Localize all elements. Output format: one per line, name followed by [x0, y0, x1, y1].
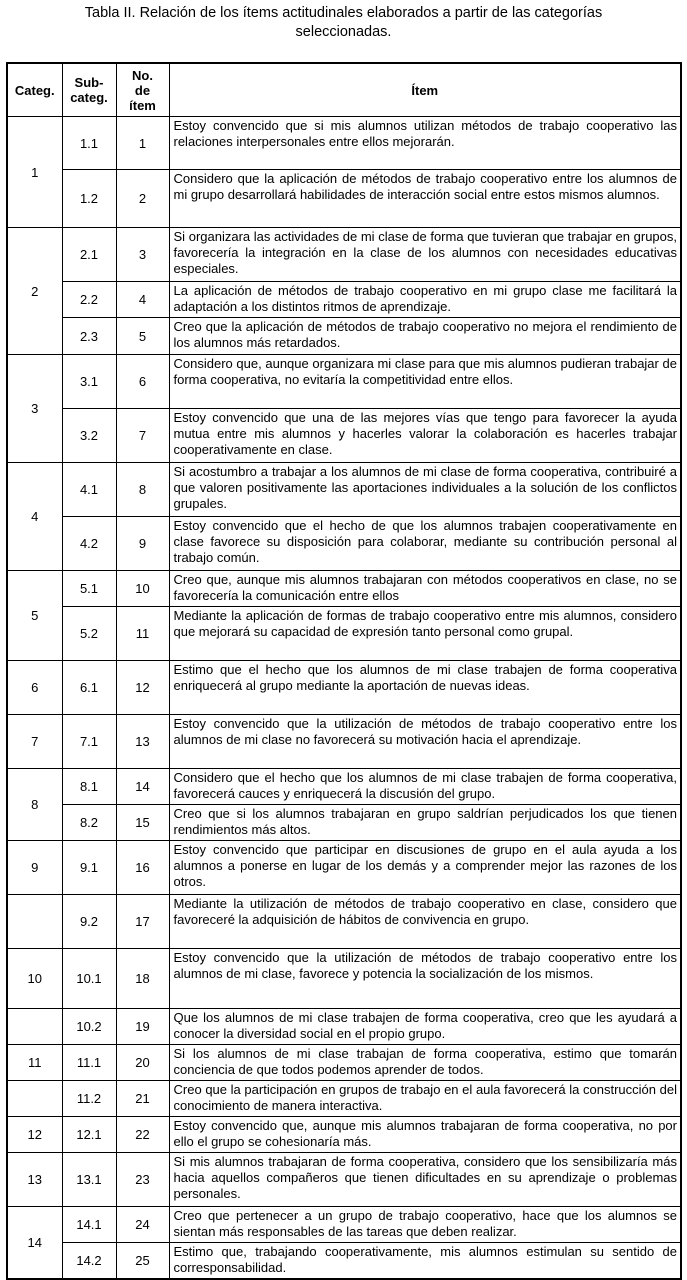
item-text-cell: Estoy convencido que si mis alumnos utilizan métodos de trabajo cooperativo las relaciones interpersonales entre ellos mejorarán. [169, 117, 681, 170]
table-row [7, 895, 681, 949]
table-row [7, 1009, 681, 1045]
item-number-cell: 24 [116, 1207, 169, 1243]
item-number-cell: 7 [116, 409, 169, 463]
header-item: Ítem [169, 63, 681, 117]
table-row [7, 517, 681, 571]
table-row [7, 117, 681, 170]
item-number-cell: 13 [116, 715, 169, 769]
item-number-cell: 10 [116, 571, 169, 607]
table-row [7, 607, 681, 661]
item-number-cell: 15 [116, 805, 169, 841]
categ-cell [7, 1081, 62, 1117]
table-header-row [7, 63, 681, 117]
item-text-cell: Creo que la participación en grupos de trabajo en el aula favorecerá la construcción del conocimiento de manera interactiva. [169, 1081, 681, 1117]
subcateg-cell: 14.1 [62, 1207, 116, 1243]
subcateg-cell: 8.2 [62, 805, 116, 841]
subcateg-cell: 2.2 [62, 282, 116, 318]
subcateg-cell: 3.2 [62, 409, 116, 463]
categ-cell: 10 [7, 949, 62, 1009]
item-text-cell: Si organizara las actividades de mi clase de forma que tuvieran que trabajar en grupos, favorecería la integración en la clase de los alumnos con necesidades educativas especiales. [169, 228, 681, 282]
table-row [7, 1045, 681, 1081]
item-text-cell: Estimo que, trabajando cooperativamente, mis alumnos estimulan su sentido de corresponsabilidad. [169, 1243, 681, 1279]
subcateg-cell: 1.1 [62, 117, 116, 170]
item-text-cell: Estoy convencido que una de las mejores vías que tengo para favorecer la ayuda mutua entre mis alumnos y hacerles valorar la colaboración es hacerles trabajar cooperativamente en clase. [169, 409, 681, 463]
categ-cell: 6 [7, 661, 62, 715]
item-text-cell: Considero que el hecho que los alumnos de mi clase trabajen de forma cooperativa, favorecerá cauces y enriquecerá la discusión del grupo. [169, 769, 681, 805]
table-row [7, 841, 681, 895]
table-row [7, 1243, 681, 1279]
caption-line-2: seleccionadas. [295, 24, 392, 40]
categ-cell: 12 [7, 1117, 62, 1153]
item-number-cell: 8 [116, 463, 169, 517]
caption-line-1: Tabla II. Relación de los ítems actitudinales elaborados a partir de las categorías [84, 5, 603, 21]
subcateg-cell: 3.1 [62, 355, 116, 409]
item-text-cell: Si acostumbro a trabajar a los alumnos de mi clase de forma cooperativa, contribuiré a que valoren positivamente las aportaciones individuales a la solución de los conflictos grupales. [169, 463, 681, 517]
subcateg-cell: 2.3 [62, 318, 116, 355]
categ-cell: 7 [7, 715, 62, 769]
item-number-cell: 21 [116, 1081, 169, 1117]
categ-cell: 14 [7, 1207, 62, 1279]
table-row [7, 1207, 681, 1243]
item-text-cell: Estimo que el hecho que los alumnos de mi clase trabajen de forma cooperativa enriquecerá al grupo mediante la aportación de nuevas ideas. [169, 661, 681, 715]
subcateg-cell: 10.2 [62, 1009, 116, 1045]
categ-cell: 13 [7, 1153, 62, 1207]
item-number-cell: 5 [116, 318, 169, 355]
item-number-cell: 19 [116, 1009, 169, 1045]
subcateg-cell: 5.2 [62, 607, 116, 661]
item-text-cell: Creo que pertenecer a un grupo de trabajo cooperativo, hace que los alumnos se sientan más responsables de las tareas que deben realizar. [169, 1207, 681, 1243]
item-text-cell: Mediante la utilización de métodos de trabajo cooperativo en clase, considero que favoreceré la adquisición de hábitos de convivencia en grupo. [169, 895, 681, 949]
table-row [7, 282, 681, 318]
item-number-cell: 11 [116, 607, 169, 661]
categ-cell [7, 895, 62, 949]
item-text-cell: Creo que, aunque mis alumnos trabajaran con métodos cooperativos en clase, no se favorecería la comunicación entre ellos [169, 571, 681, 607]
table-row [7, 949, 681, 1009]
item-number-cell: 18 [116, 949, 169, 1009]
item-number-cell: 17 [116, 895, 169, 949]
item-text-cell: Creo que la aplicación de métodos de trabajo cooperativo no mejora el rendimiento de los alumnos más retardados. [169, 318, 681, 355]
categ-cell: 1 [7, 117, 62, 228]
item-number-cell: 9 [116, 517, 169, 571]
subcateg-cell: 4.1 [62, 463, 116, 517]
item-number-cell: 22 [116, 1117, 169, 1153]
table-row [7, 1117, 681, 1153]
categ-cell: 3 [7, 355, 62, 463]
categ-cell [7, 1009, 62, 1045]
table-row [7, 805, 681, 841]
item-number-cell: 4 [116, 282, 169, 318]
item-number-cell: 14 [116, 769, 169, 805]
items-table [6, 62, 682, 1280]
item-text-cell: Estoy convencido que el hecho de que los alumnos trabajen cooperativamente en clase favorece su disposición para colaborar, mediante su contribución personal al trabajo común. [169, 517, 681, 571]
categ-cell: 2 [7, 228, 62, 355]
item-number-cell: 23 [116, 1153, 169, 1207]
table-row [7, 661, 681, 715]
item-text-cell: Si los alumnos de mi clase trabajan de forma cooperativa, estimo que tomarán conciencia de que todos podemos aprender de todos. [169, 1045, 681, 1081]
table-row [7, 228, 681, 282]
item-text-cell: Estoy convencido que la utilización de métodos de trabajo cooperativo entre los alumnos de mi clase no favorecerá su motivación hacia el aprendizaje. [169, 715, 681, 769]
categ-cell: 9 [7, 841, 62, 895]
item-text-cell: Que los alumnos de mi clase trabajen de forma cooperativa, creo que les ayudará a conocer la diversidad social en el propio grupo. [169, 1009, 681, 1045]
subcateg-cell: 14.2 [62, 1243, 116, 1279]
table-row [7, 463, 681, 517]
categ-cell: 8 [7, 769, 62, 841]
subcateg-cell: 4.2 [62, 517, 116, 571]
table-row [7, 571, 681, 607]
item-text-cell: Creo que si los alumnos trabajaran en grupo saldrían perjudicados los que tienen rendimientos más altos. [169, 805, 681, 841]
subcateg-cell: 2.1 [62, 228, 116, 282]
subcateg-cell: 5.1 [62, 571, 116, 607]
table-row [7, 769, 681, 805]
table-row [7, 355, 681, 409]
item-text-cell: Si mis alumnos trabajaran de forma cooperativa, considero que los sensibilizaría más hacia aquellos compañeros que tienen dificultades en su aprendizaje o problemas personales. [169, 1153, 681, 1207]
item-text-cell: La aplicación de métodos de trabajo cooperativo en mi grupo clase me facilitará la adaptación a los distintos ritmos de aprendizaje. [169, 282, 681, 318]
item-text-cell: Considero que, aunque organizara mi clase para que mis alumnos pudieran trabajar de forma cooperativa, no evitaría la competitividad entre ellos. [169, 355, 681, 409]
table-row [7, 409, 681, 463]
item-number-cell: 20 [116, 1045, 169, 1081]
subcateg-cell: 1.2 [62, 170, 116, 228]
subcateg-cell: 9.1 [62, 841, 116, 895]
subcateg-cell: 11.1 [62, 1045, 116, 1081]
item-number-cell: 1 [116, 117, 169, 170]
subcateg-cell: 8.1 [62, 769, 116, 805]
subcateg-cell: 12.1 [62, 1117, 116, 1153]
header-categ: Categ. [7, 63, 62, 117]
table-row [7, 318, 681, 355]
item-text-cell: Considero que la aplicación de métodos de trabajo cooperativo entre los alumnos de mi grupo desarrollará habilidades de interacción social entre estos mismos alumnos. [169, 170, 681, 228]
categ-cell: 11 [7, 1045, 62, 1081]
subcateg-cell: 9.2 [62, 895, 116, 949]
item-number-cell: 6 [116, 355, 169, 409]
item-number-cell: 25 [116, 1243, 169, 1279]
table-row [7, 170, 681, 228]
subcateg-cell: 7.1 [62, 715, 116, 769]
subcateg-cell: 6.1 [62, 661, 116, 715]
item-number-cell: 2 [116, 170, 169, 228]
item-text-cell: Mediante la aplicación de formas de trabajo cooperativo entre mis alumnos, considero que mejorará su capacidad de expresión tanto personal como grupal. [169, 607, 681, 661]
categ-cell: 4 [7, 463, 62, 571]
table-row [7, 715, 681, 769]
header-subcateg: Sub- categ. [62, 63, 116, 117]
item-text-cell: Estoy convencido que la utilización de métodos de trabajo cooperativo entre los alumnos de mi clase, favorece y potencia la socialización de los mismos. [169, 949, 681, 1009]
categ-cell: 5 [7, 571, 62, 661]
item-number-cell: 16 [116, 841, 169, 895]
header-no-item: No. de ítem [116, 63, 169, 117]
item-number-cell: 12 [116, 661, 169, 715]
item-number-cell: 3 [116, 228, 169, 282]
item-text-cell: Estoy convencido que, aunque mis alumnos trabajaran de forma cooperativa, no por ello el grupo se cohesionaría más. [169, 1117, 681, 1153]
table-caption [0, 4, 687, 42]
subcateg-cell: 11.2 [62, 1081, 116, 1117]
subcateg-cell: 10.1 [62, 949, 116, 1009]
table-row [7, 1081, 681, 1117]
subcateg-cell: 13.1 [62, 1153, 116, 1207]
item-text-cell: Estoy convencido que participar en discusiones de grupo en el aula ayuda a los alumnos a ponerse en lugar de los demás y a comprender mejor las razones de los otros. [169, 841, 681, 895]
table-row [7, 1153, 681, 1207]
